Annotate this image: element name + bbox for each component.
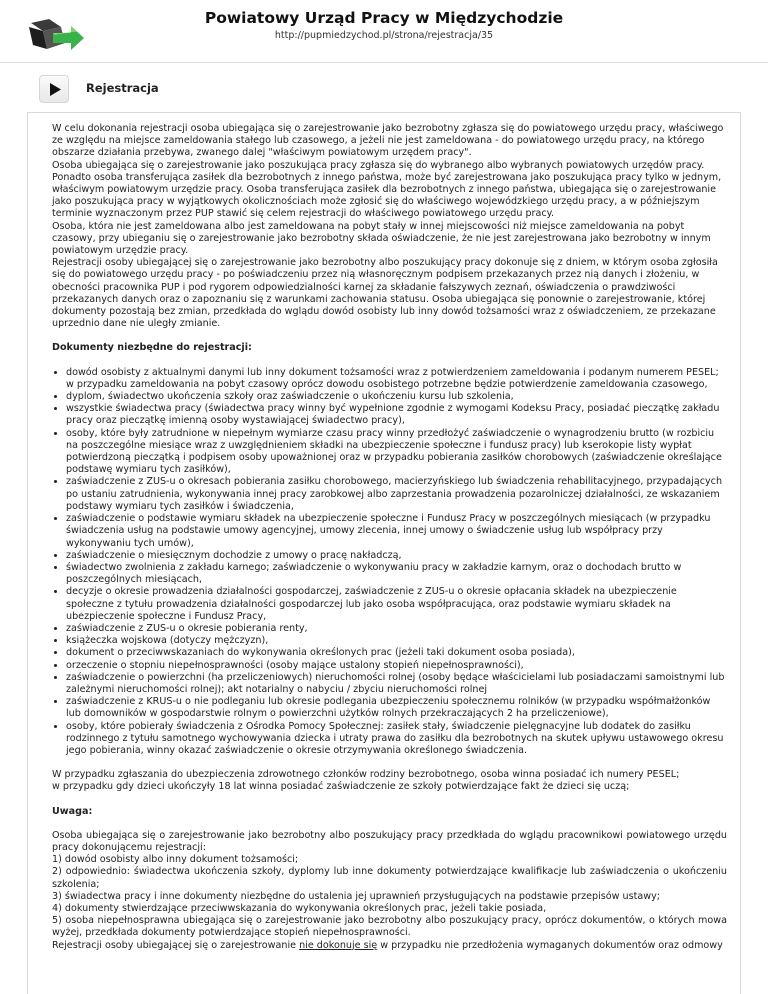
- list-item: • książeczka wojskowa (dotyczy mężczyzn),: [66, 635, 727, 647]
- list-item: • zaświadczenie z ZUS-u o okresie pobierania renty,: [66, 623, 727, 635]
- intro-paragraph: W celu dokonania rejestracji osoba ubiegająca się o zarejestrowanie jako bezrobotny zgłasza się do powiatowego urzędu pracy, właściwego ze względu na miejsce zameldowania stałego lub czasowego, a jeżeli nie jest zameldowana - do powiatowego urzędu pracy, na którego obszarze działania przebywa, zwanego dalej "właściwym powiatowym urzędem pracy".: [52, 123, 724, 159]
- list-item: • zaświadczenie o miesięcznym dochodzie z umowy o pracę nakładczą,: [66, 550, 727, 562]
- intro-paragraph: Osoba ubiegająca się o zarejestrowanie jako poszukująca pracy zgłasza się do wybranego albo wybranych powiatowych urzędów pracy. Ponadto osoba transferująca zasiłek dla bezrobotnych z innego państwa, może być zarejestrowana jako poszukująca pracy tylko w jednym, właściwym powiatowym urzędzie pracy. Osoba transferująca zasiłek dla bezrobotnych z innego państwa, ubiegająca się o zarejestrowanie jako poszukująca pracy w wyjątkowych okolicznościach może zgłosić się do właściwego wojewódzkiego urzędu pracy, a w późniejszym terminie wyznaczonym przez PUP stawić się celem rejestracji do właściwego powiatowego urzędu pracy.: [52, 159, 722, 220]
- intro-paragraph: Rejestracji osoby ubiegającej się o zarejestrowanie jako bezrobotny albo poszukujący pracy dokonuje się z dniem, w którym osoba zgłosiła się do powiatowego urzędu pracy - po poświadczeniu przez nią własnoręcznym podpisem przekazanych przez nią danych i złożeniu, w obecności pracownika PUP i pod rygorem odpowiedzialności karnej za składanie fałszywych zeznań, oświadczenia o prawdziwości przekazanych danych oraz o zapoznaniu się z warunkami zachowania statusu. Osoba ubiegająca się ponownie o zarejestrowanie, której dokumenty pozostają bez zmian, przedkłada do wglądu dowód osobisty lub inny dowód tożsamości wraz z oświadczeniem, ze przekazane uprzednio dane nie uległy zmianie.: [52, 257, 718, 330]
- documents-list: [52, 367, 727, 758]
- list-item: • wszystkie świadectwa pracy (świadectwa pracy winny być wypełnione zgodnie z wymogami Kodeksu Pracy, posiadać pieczątkę zakładu pracy oraz pieczątkę imienną osoby wystawiającej świadectwo pracy),: [66, 403, 727, 427]
- notice-line: 4) dokumenty stwierdzające przeciwwskazania do wykonywania określonych prac, jeżeli takie posiada,: [52, 902, 547, 914]
- notice-line: Osoba ubiegająca się o zarejestrowanie jako bezrobotny albo poszukujący pracy przedkłada do wglądu pracownikowi powiatowego urzędu pracy dokonującemu rejestracji:: [52, 829, 727, 853]
- notice-text-before: Rejestracji osoby ubiegającej się o zarejestrowanie: [52, 939, 300, 951]
- list-item: • zaświadczenie z KRUS-u o nie podleganiu lub okresie podlegania ubezpieczeniu społecznemu rolników (w przypadku współmałżonków lub domowników w gospodarstwie rolnym o powierzchni użytków rolnych przekraczających 2 ha przeliczeniowe),: [66, 696, 727, 720]
- notice-line: 1) dowód osobisty albo inny dokument tożsamości;: [52, 854, 299, 866]
- list-item: • dyplom, świadectwo ukończenia szkoły oraz zaświadczenie o ukończeniu kursu lub szkolenia,: [66, 391, 727, 403]
- play-arrow-icon: [49, 83, 61, 96]
- notice-text-after: w przypadku nie przedłożenia wymaganych dokumentów oraz odmowy: [377, 939, 723, 951]
- section-arrow-button[interactable]: [39, 75, 69, 103]
- section-header: [0, 63, 768, 115]
- list-item: • świadectwo zwolnienia z zakładu karnego; zaświadczenie o wykonywaniu pracy w zakładzie karnym, oraz o dochodach brutto w poszczególnych miesiącach,: [66, 562, 727, 586]
- list-item: • dowód osobisty z aktualnymi danymi lub inny dokument tożsamości wraz z potwierdzeniem zameldowania i podanym numerem PESEL; w przypadku zameldowania na pobyt czasowy oprócz dowodu osobistego potrzebne będzie potwierdzenie zameldowania czasowego,: [66, 367, 727, 391]
- section-title: Rejestracja: [86, 81, 159, 95]
- content-panel: [27, 112, 741, 994]
- notice-heading: Uwaga:: [52, 805, 93, 817]
- notice-line: 5) osoba niepełnosprawna ubiegająca się o zarejestrowanie jako bezrobotny albo poszukujący pracy, oprócz dokumentów, o których mowa wyżej, przedkłada dokumenty potwierdzające stopień niepełnosprawności.: [52, 915, 727, 939]
- page-header: [0, 0, 768, 63]
- insurance-note: W przypadku zgłaszania do ubezpieczenia zdrowotnego członków rodziny bezrobotnego, osoba winna posiadać ich numery PESEL;: [52, 769, 680, 781]
- list-item: • dokument o przeciwwskazaniach do wykonywania określonych prac (jeżeli taki dokument osoba posiada),: [66, 647, 727, 659]
- list-item: • zaświadczenie z ZUS-u o okresach pobierania zasiłku chorobowego, macierzyńskiego lub świadczenia rehabilitacyjnego, przypadających po ustaniu zatrudnienia, wykonywania innej pracy zarobkowej albo zaprzestania prowadzenia pozarolniczej działalności, ze wskazaniem podstawy wymiaru tych zasiłków i świadczenia,: [66, 476, 727, 513]
- list-item: • osoby, które były zatrudnione w niepełnym wymiarze czasu pracy winny przedłożyć zaświadczenie o wynagrodzeniu brutto (w rozbiciu na poszczególne miesiące wraz z uwzględnieniem składki na ubezpieczenie społeczne i fundusz pracy) lub kserokopie listy wypłat potwierdzoną pieczątką i podpisem osoby upoważnionej oraz w przypadku pobierania zasiłków chorobowych (zaświadczenie określające podstawę wymiaru tych zasiłków),: [66, 428, 727, 477]
- page-url[interactable]: http://pupmiedzychod.pl/strona/rejestracja/35: [274, 30, 494, 41]
- notice-line: 2) odpowiednio: świadectwa ukończenia szkoły, dyplomy lub inne dokumenty potwierdzające kwalifikacje lub zaświadczenia o ukończeniu szkolenia;: [52, 866, 727, 890]
- insurance-note: w przypadku gdy dzieci ukończyły 18 lat winna posiadać zaświadczenie ze szkoły potwierdzające fakt że dzieci się uczą;: [52, 781, 630, 793]
- list-item: • decyzje o okresie prowadzenia działalności gospodarczej, zaświadczenie z ZUS-u o okresie opłacania składek na ubezpieczenie społeczne z tytułu prowadzenia działalności gospodarczej lub jako osoba współpracująca, oraz podstawie wymiaru składek na ubezpieczenie społeczne i Fundusz Pracy,: [66, 586, 727, 623]
- list-item: • orzeczenie o stopniu niepełnosprawności (osoby mające ustalony stopień niepełnosprawności),: [66, 660, 727, 672]
- notice-emphasis: nie dokonuje się: [299, 939, 378, 951]
- list-item: • zaświadczenie o powierzchni (ha przeliczeniowych) nieruchomości rolnej (osoby będące właścicielami lub posiadaczami samoistnymi lub zależnymi nieruchomości rolnej); akt notarialny o nabyciu / zbyciu nieruchomości rolnej: [66, 672, 727, 696]
- notice-line-last: [52, 940, 727, 952]
- list-item: • osoby, które pobierały świadczenia z Ośrodka Pomocy Społecznej: zasiłek stały, świadczenie pielęgnacyjne lub dodatek do zasiłku rodzinnego z tytułu samotnego wychowywania dziecka i utraty prawa do zasiłku dla bezrobotnych na skutek upływu ustawowego okresu jego pobierania, winny okazać zaświadczenie o okresie otrzymywania określonego świadczenia.: [66, 721, 727, 758]
- site-title: Powiatowy Urząd Pracy w Międzychodzie: [204, 9, 564, 27]
- list-item: • zaświadczenie o podstawie wymiaru składek na ubezpieczenie społeczne i Fundusz Pracy w poszczególnych miesiącach (w przypadku świadczenia usług na podstawie umowy agencyjnej, umowy zlecenia, innej umowy o świadczenie usług lub współpracy przy wykonywaniu tych umów),: [66, 513, 727, 550]
- notice-text: [52, 830, 727, 952]
- intro-paragraph: Osoba, która nie jest zameldowana albo jest zameldowana na pobyt stały w innej miejscowości niż miejsce zameldowania na pobyt czasowy, przy ubieganiu się o zarejestrowanie jako bezrobotny składa oświadczenie, że nie jest zarejestrowana jako bezrobotny w innym powiatowym urzędzie pracy.: [52, 220, 711, 257]
- documents-heading: Dokumenty niezbędne do rejestracji:: [52, 342, 252, 354]
- notice-line: 3) świadectwa pracy i inne dokumenty niezbędne do ustalenia jej uprawnień przysługujących na podstawie przepisów ustawy;: [52, 890, 661, 902]
